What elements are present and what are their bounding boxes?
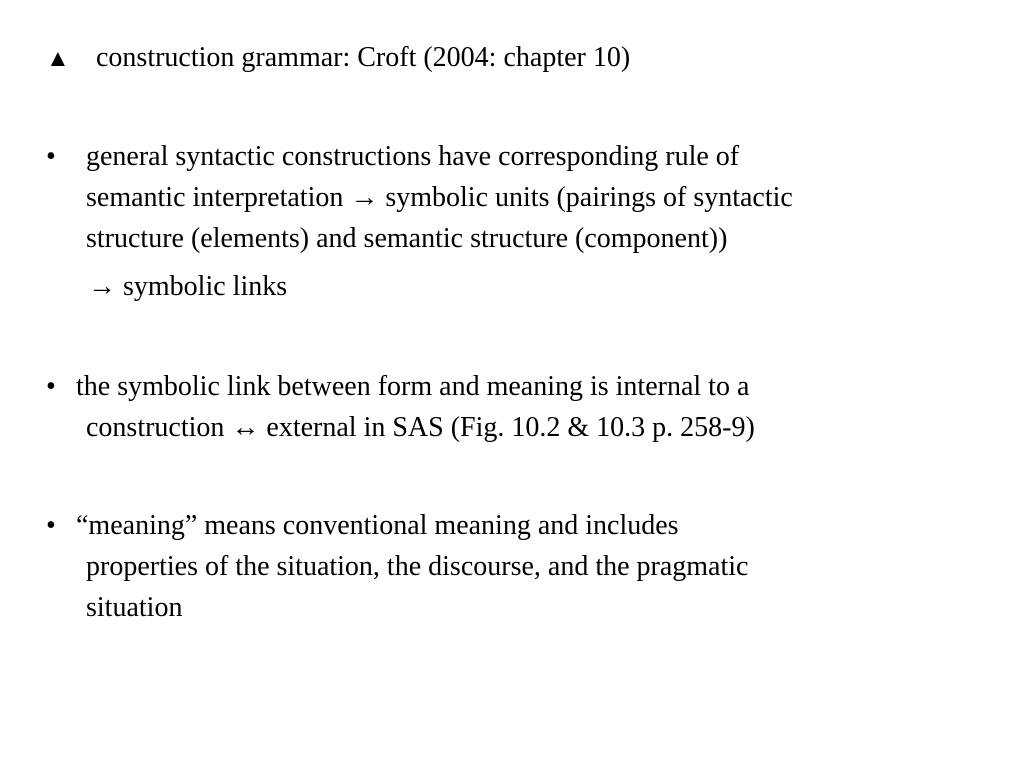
bullet-1-line-1: general syntactic constructions have corresponding rule of xyxy=(86,141,740,172)
bullet-icon: • xyxy=(46,371,56,402)
bullet-icon: • xyxy=(46,510,56,541)
bullet-3-line-2: properties of the situation, the discourse, and the pragmatic xyxy=(86,551,749,582)
bullet-1-line-3: structure (elements) and semantic structure (component)) xyxy=(86,223,728,254)
triangle-icon: ▲ xyxy=(46,46,70,72)
heading-text: construction grammar: Croft (2004: chapter 10) xyxy=(96,42,631,73)
bullet-3-line-3: situation xyxy=(86,592,183,623)
bullet-1-sub-point: → symbolic links xyxy=(88,271,288,302)
bullet-3-line-1: “meaning” means conventional meaning and includes xyxy=(76,510,679,541)
slide-heading xyxy=(46,38,630,79)
bullet-2-line-2: construction ↔ external in SAS (Fig. 10.2 & 10.3 p. 258-9) xyxy=(86,412,755,443)
bullet-icon: • xyxy=(46,141,56,172)
bullet-item-1 xyxy=(46,136,793,307)
bullet-1-line-2: semantic interpretation → symbolic units (pairings of syntactic xyxy=(86,182,793,213)
bullet-item-2 xyxy=(46,366,755,448)
bullet-item-3 xyxy=(46,505,748,628)
bullet-2-line-1: the symbolic link between form and meaning is internal to a xyxy=(76,371,750,402)
